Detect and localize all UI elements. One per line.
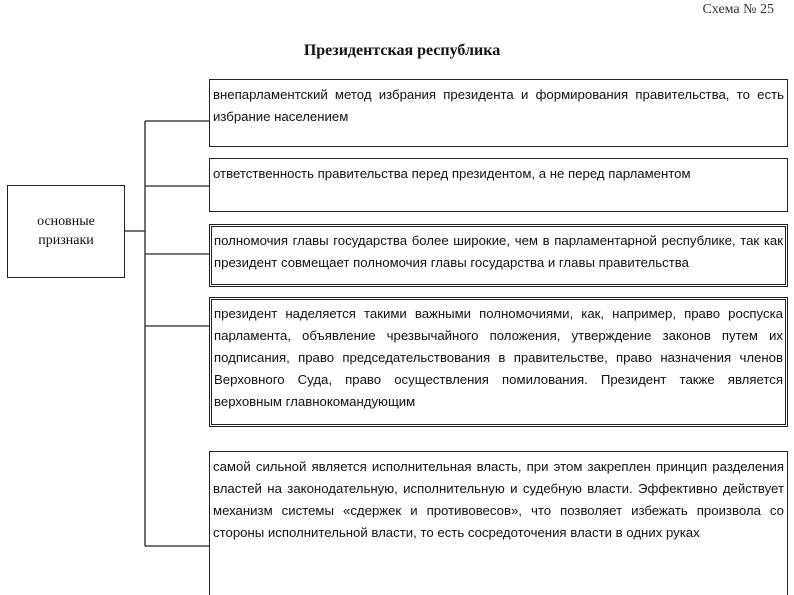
feature-box-president-powers: президент наделяется такими важными полномочиями, как, например, право роспуска парламента, объявление чрезвычайного положения, утверждение законов путем их подписания, право председательствования в правительстве, право назначения членов Верховного Суда, право осуществления помилования. Президент также является верховным главнокомандующим — [209, 297, 788, 427]
main-box-line-2: признаки — [38, 232, 94, 248]
feature-box-election: внепарламентский метод избрания президента и формирования правительства, то есть избрание населением — [209, 79, 788, 147]
feature-box-head-powers: полномочия главы государства более широкие, чем в парламентарной республике, так как президент совмещает полномочия главы государства и главы правительства — [209, 224, 788, 287]
feature-box-executive-power: самой сильной является исполнительная власть, при этом закреплен принцип разделения властей на законодательную, исполнительную и судебную власти. Эффективно действует механизм системы «сдержек и противовесов», что позволяет избежать произвола со стороны исполнительной власти, то есть сосредоточения власти в одних руках — [209, 451, 788, 595]
main-features-box — [7, 185, 125, 278]
main-box-line-1: основные — [37, 213, 95, 229]
diagram-title: Президентская республика — [303, 42, 501, 59]
feature-box-responsibility: ответственность правительства перед президентом, а не перед парламентом — [209, 158, 788, 212]
scheme-number: Схема № 25 — [702, 2, 774, 17]
